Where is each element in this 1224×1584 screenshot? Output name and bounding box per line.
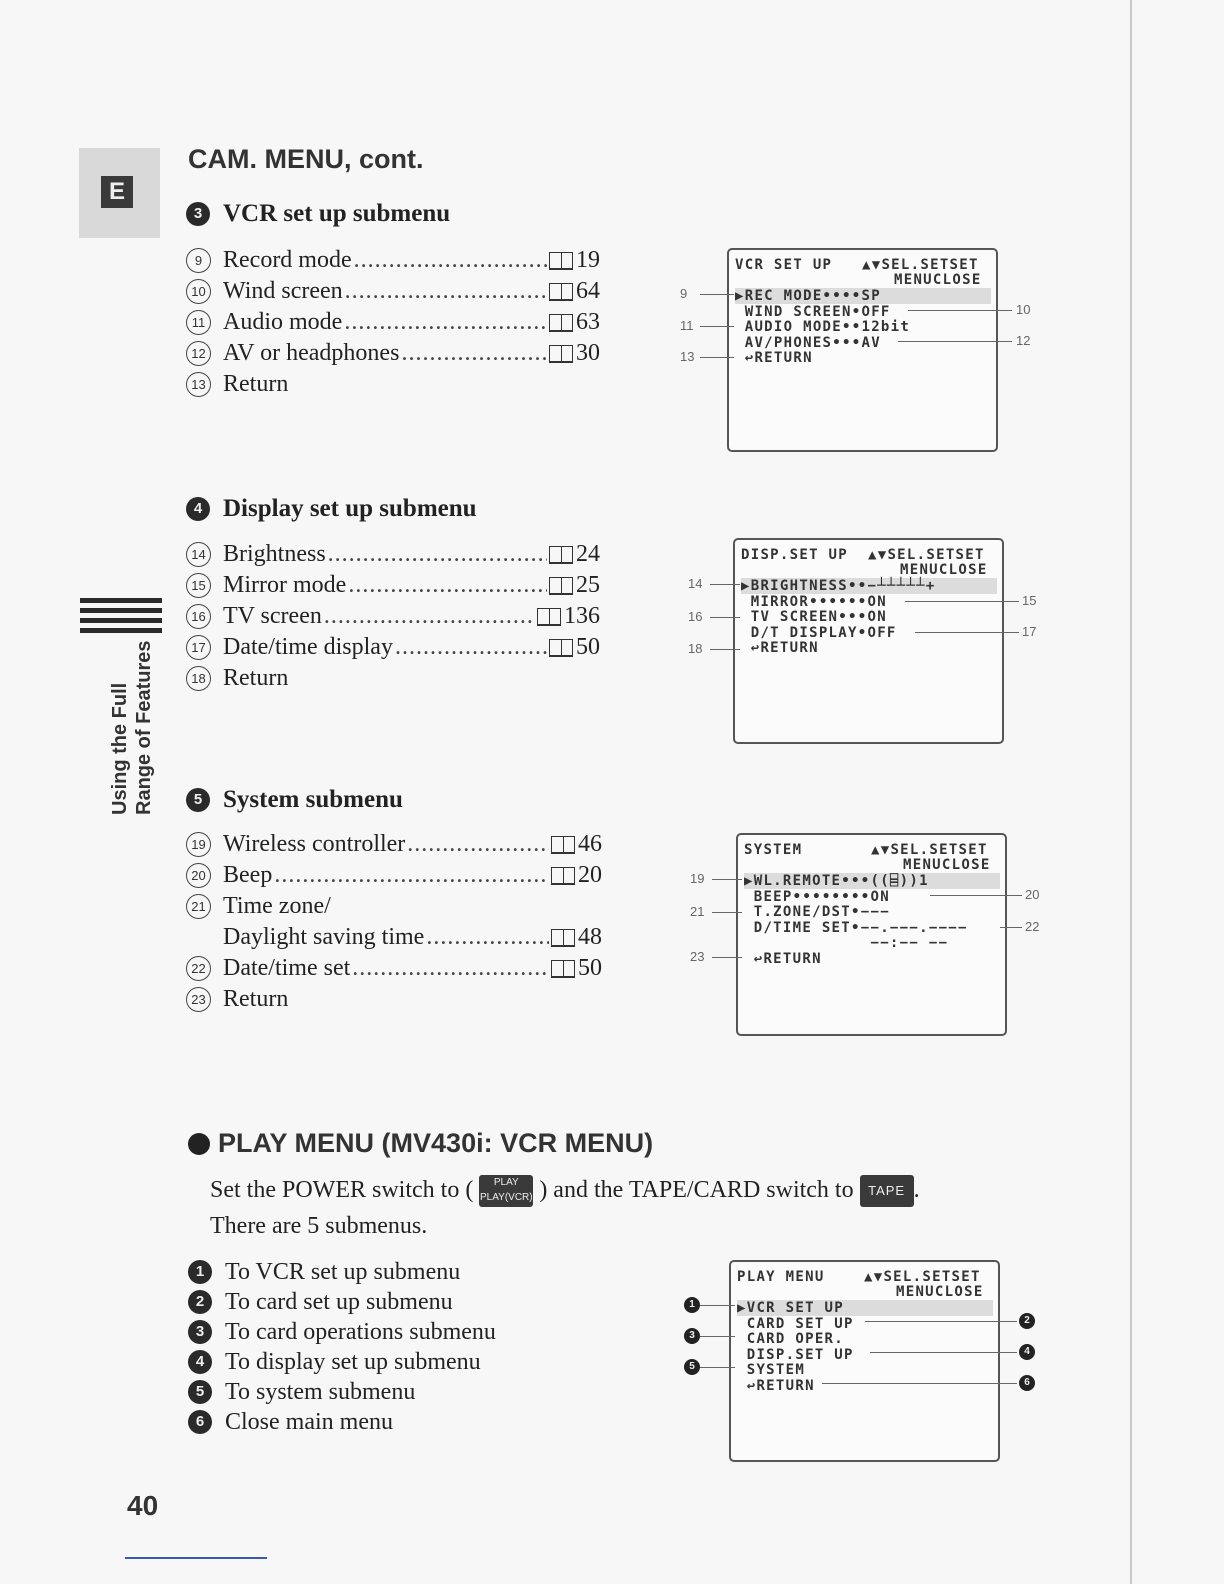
language-letter: E bbox=[101, 176, 133, 208]
section-heading-display: 4 Display set up submenu bbox=[186, 495, 477, 523]
list-item: 19 Wireless controller ..... 46 bbox=[186, 829, 602, 860]
section-heading-system: 5 System submenu bbox=[186, 786, 403, 814]
book-icon bbox=[549, 283, 573, 301]
section-number: 4 bbox=[186, 497, 210, 521]
section-heading-vcr: 3 VCR set up submenu bbox=[186, 200, 450, 228]
tape-switch-icon: TAPE bbox=[860, 1175, 914, 1207]
list-item: 21 Time zone/ bbox=[186, 891, 602, 922]
page-edge bbox=[1130, 0, 1132, 1584]
play-menu-instruction: Set the POWER switch to ( PLAY PLAY(VCR) ) and the TAPE/CARD switch to TAPE . bbox=[210, 1172, 920, 1208]
list-item: 15 Mirror mode ..... 25 bbox=[186, 570, 600, 601]
list-item: 17 Date/time display ..... 50 bbox=[186, 632, 600, 663]
list-item: 12 AV or headphones ..... 30 bbox=[186, 338, 600, 369]
book-icon bbox=[549, 546, 573, 564]
book-icon bbox=[549, 252, 573, 270]
list-item: 23 Return bbox=[186, 984, 602, 1015]
book-icon bbox=[549, 639, 573, 657]
list-item: 11 Audio mode ..... 63 bbox=[186, 307, 600, 338]
display-list bbox=[186, 539, 600, 694]
book-icon bbox=[549, 577, 573, 595]
list-item: 4 To display set up submenu bbox=[188, 1347, 496, 1377]
system-screen: SYSTEM ▲▼SEL.SETSET MENUCLOSE ▶WL.REMOTE•••((⌸))1 BEEP••••••••ON T.ZONE/DST•−−− D/TIME SET•−−.−−−.−−−− −−:−− −− ↩RETURN bbox=[736, 833, 1007, 1036]
list-item: 2 To card set up submenu bbox=[188, 1287, 496, 1317]
list-item: 20 Beep ..... 20 bbox=[186, 860, 602, 891]
list-item: 9 Record mode ..... 19 bbox=[186, 245, 600, 276]
play-menu-title: PLAY MENU (MV430i: VCR MENU) bbox=[188, 1128, 653, 1159]
play-switch-icon: PLAY PLAY(VCR) bbox=[479, 1175, 533, 1207]
play-menu-list bbox=[188, 1257, 496, 1437]
list-item: 1 To VCR set up submenu bbox=[188, 1257, 496, 1287]
book-icon bbox=[549, 345, 573, 363]
book-icon bbox=[549, 314, 573, 332]
list-item: 22 Date/time set ..... 50 bbox=[186, 953, 602, 984]
page-number: 40 bbox=[127, 1490, 159, 1521]
list-item: Daylight saving time ..... 48 bbox=[186, 922, 602, 953]
section-number: 5 bbox=[186, 788, 210, 812]
list-item: 10 Wind screen ..... 64 bbox=[186, 276, 600, 307]
play-menu-screen: PLAY MENU ▲▼SEL.SETSET MENUCLOSE ▶VCR SET UP CARD SET UP CARD OPER. DISP.SET UP SYSTEM ↩RETURN bbox=[729, 1260, 1000, 1462]
list-item: 5 To system submenu bbox=[188, 1377, 496, 1407]
list-item: 6 Close main menu bbox=[188, 1407, 496, 1437]
list-item: 13 Return bbox=[186, 369, 600, 400]
list-item: 18 Return bbox=[186, 663, 600, 694]
book-icon bbox=[551, 836, 575, 854]
book-icon bbox=[551, 929, 575, 947]
list-item: 3 To card operations submenu bbox=[188, 1317, 496, 1347]
book-icon bbox=[551, 960, 575, 978]
book-icon bbox=[537, 608, 561, 626]
footer-line bbox=[125, 1557, 267, 1559]
bullet-icon bbox=[188, 1133, 210, 1155]
book-icon bbox=[551, 867, 575, 885]
page-title: CAM. MENU, cont. bbox=[188, 144, 424, 174]
list-item: 16 TV screen ..... 136 bbox=[186, 601, 600, 632]
list-item: 14 Brightness ..... 24 bbox=[186, 539, 600, 570]
side-section-label: Using the Full Range of Features bbox=[109, 640, 155, 815]
vcr-list bbox=[186, 245, 600, 400]
system-list bbox=[186, 829, 602, 1015]
side-bars bbox=[80, 598, 162, 638]
display-setup-screen: DISP.SET UP ▲▼SEL.SETSET MENUCLOSE ▶BRIGHTNESS••−┴┴┴┴┴+ MIRROR••••••ON TV SCREEN•••ON D/T DISPLAY•OFF ↩RETURN bbox=[733, 538, 1004, 744]
play-menu-subtitle: There are 5 submenus. bbox=[210, 1213, 428, 1239]
vcr-setup-screen: VCR SET UP ▲▼SEL.SETSET MENUCLOSE ▶REC MODE••••SP WIND SCREEN•OFF AUDIO MODE••12bit AV/PHONES•••AV ↩RETURN bbox=[727, 248, 998, 452]
section-number: 3 bbox=[186, 202, 210, 226]
